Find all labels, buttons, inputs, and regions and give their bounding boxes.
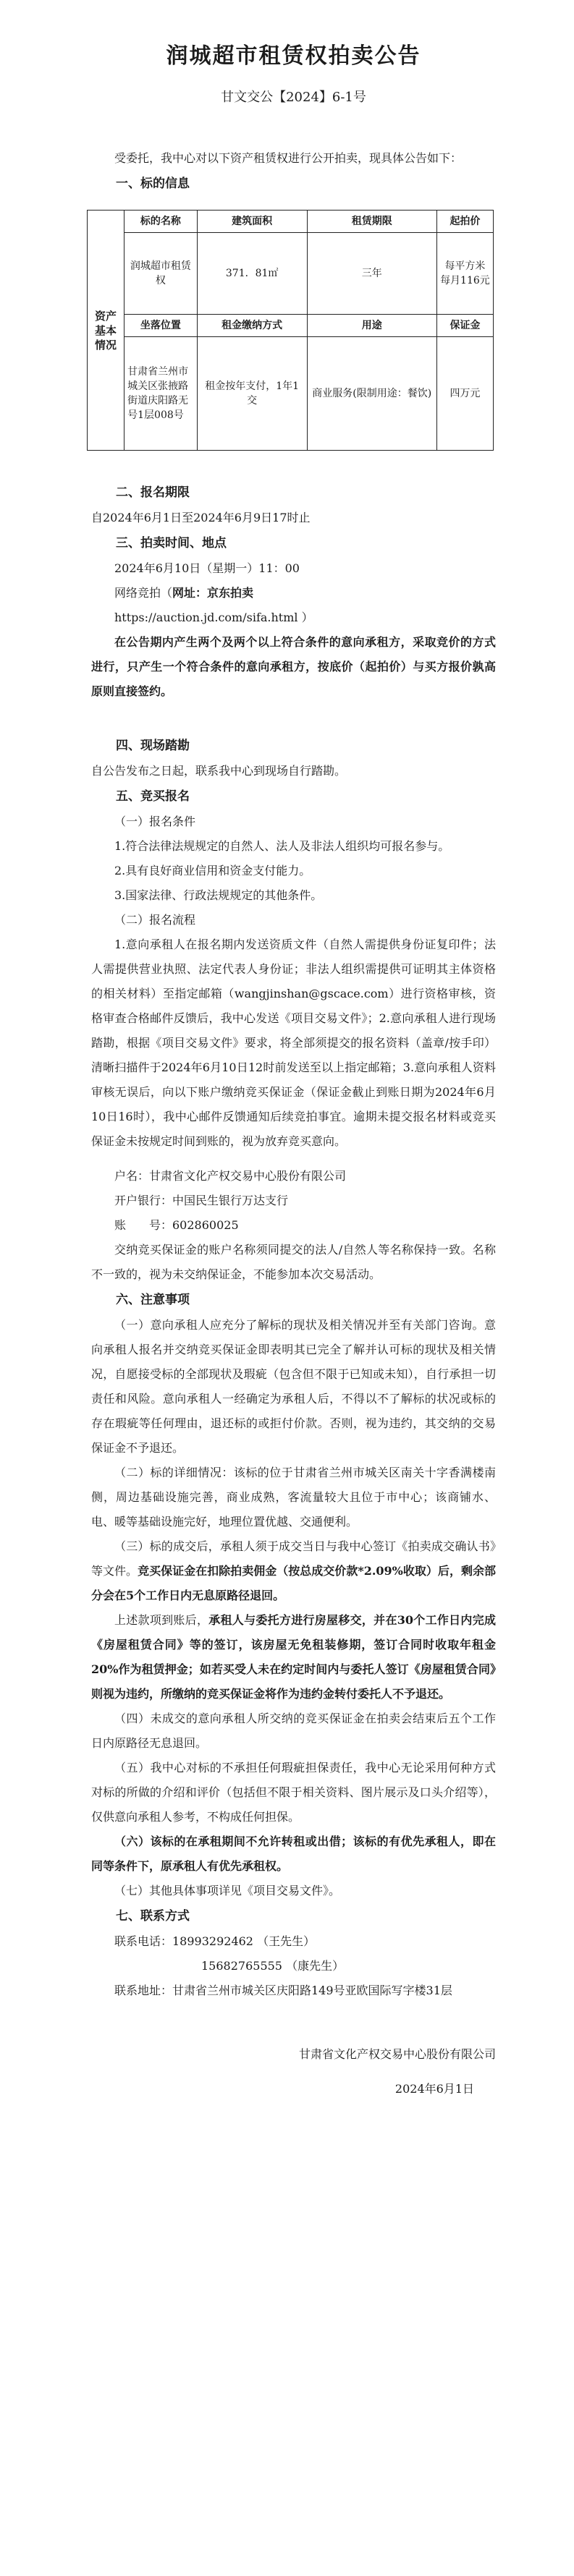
account-number: 账 号：602860025	[114, 1218, 239, 1232]
note-3-text: （三）标的成交后，承租人须于成交当日与我中心签订《拍卖成交确认书》等文件。	[91, 1539, 496, 1578]
location-cell: 甘肃省兰州市城关区张掖路街道庆阳路无号1层008号	[124, 337, 198, 451]
table-header-cell: 建筑面积	[197, 211, 307, 233]
section-heading-registration-period: 二、报名期限	[116, 485, 190, 500]
condition-item: 1.符合法律法规规定的自然人、法人及非法人组织均可报名参与。	[114, 839, 450, 853]
condition-item: 3.国家法律、行政法规规定的其他条件。	[114, 888, 323, 902]
intro-paragraph: 受委托，我中心对以下资产租赁权进行公开拍卖，现具体公告如下：	[114, 151, 463, 165]
auction-url[interactable]: https://auction.jd.com/sifa.html ）	[114, 611, 313, 624]
issue-date: 2024年6月1日	[394, 2082, 474, 2096]
table-header-cell: 起拍价	[436, 211, 493, 233]
table-header-cell: 标的名称	[124, 211, 198, 233]
section-heading-site-visit: 四、现场踏勘	[116, 739, 190, 753]
auction-platform-line	[91, 581, 496, 605]
starting-price-cell: 每平方米每月116元	[436, 233, 493, 315]
note-item: （一）意向承租人应充分了解标的现状及相关情况并至有关部门咨询。意向承租人报名并交纳竞买保证金即表明其已完全了解并认可标的现状及相关情况，自愿接受标的全部现状及瑕疵（包含但不限于已知或未知），自行承担一切责任和风险。意向承租人一经确定为承租人后，不得以不了解标的状况或标的存在瑕疵等任何理由，退还标的或拒付价款。否则，视为违约，其交纳的交易保证金不予退还。	[91, 1318, 496, 1455]
platform-prefix: 网络竞拍（	[114, 586, 173, 600]
table-header-cell: 用途	[307, 315, 436, 337]
table-header-cell: 租赁期限	[307, 211, 436, 233]
table-header-cell: 坐落位置	[124, 315, 198, 337]
area-cell: 371．81㎡	[197, 233, 307, 315]
note-item: （六）该标的在承租期间不允许转租或出借；该标的有优先承租人，即在同等条件下，原承租人有优先承租权。	[91, 1835, 496, 1873]
account-name: 户名：甘肃省文化产权交易中心股份有限公司	[114, 1169, 347, 1183]
section-heading-notes: 六、注意事项	[116, 1293, 190, 1307]
payment-method-cell: 租金按年支付，1年1交	[197, 337, 307, 451]
bidding-rule-text: 在公告期内产生两个及两个以上符合条件的意向承租方，采取竞价的方式进行，只产生一个符合条件的意向承租方，按底价（起拍价）与买方报价孰高原则直接签约。	[91, 635, 496, 698]
platform-name: 网址：京东拍卖	[172, 586, 254, 600]
section-heading-target-info: 一、标的信息	[116, 177, 190, 191]
auction-time-text: 2024年6月10日（星期一）11：00	[114, 561, 300, 575]
note-item	[91, 1608, 496, 1706]
note-3-bold-text: 竞买保证金在扣除拍卖佣金（按总成交价款*2.09%收取）后，剩余部分会在5个工作日内无息原路径退回。	[91, 1564, 496, 1602]
deposit-cell: 四万元	[436, 337, 493, 451]
section-heading-auction-time: 三、拍卖时间、地点	[116, 536, 227, 551]
section-heading-registration: 五、竞买报名	[116, 789, 190, 804]
table-header-cell: 租金缴纳方式	[197, 315, 307, 337]
registration-process-text: 1.意向承租人在报名期内发送资质文件（自然人需提供身份证复印件；法人需提供营业执照、法定代表人身份证；非法人组织需提供可证明其主体资格的相关材料）至指定邮箱（wangjinshan@gscace.com）进行资格审核，资格审查合格邮件反馈后，我中心发送《项目交易文件》；2.意向承租人进行现场踏勘，根据《项目交易文件》要求，将全部须提交的报名资料（盖章/按手印）清晰扫描件于2024年6月10日12时前发送至以上指定邮箱；3.意向承租人资料审核无误后，向以下账户缴纳竞买保证金（保证金截止到账日期为2024年6月10日16时），我中心邮件反馈通知后续竞拍事宜。逾期未提交报名材料或竞买保证金未按规定时间到账的，视为放弃竞买意向。	[91, 938, 496, 1148]
section-heading-contact: 七、联系方式	[116, 1909, 190, 1924]
subheading-conditions: （一）报名条件	[114, 815, 196, 828]
note-3-bold-text-2: 承租人与委托方进行房屋移交，并在30个工作日内完成《房屋租赁合同》等的签订，该房屋无免租装修期，签订合同时收取年租金20%作为租赁押金；如若买受人未在约定时间内与委托人签订《房屋租赁合同》则视为违约，所缴纳的竞买保证金将作为违约金转付委托人不予退还。	[91, 1613, 496, 1701]
contact-address: 联系地址：甘肃省兰州市城关区庆阳路149号亚欧国际写字楼31层	[114, 1984, 452, 1997]
lease-term-cell: 三年	[307, 233, 436, 315]
site-visit-text: 自公告发布之日起，联系我中心到现场自行踏勘。	[91, 764, 347, 778]
account-bank: 开户银行：中国民生银行万达支行	[114, 1194, 289, 1207]
note-item: （七）其他具体事项详见《项目交易文件》。	[114, 1884, 341, 1897]
document-number: 甘文交公【2024】6-1号	[221, 90, 366, 105]
note-3-prefix: 上述款项到账后，	[114, 1613, 209, 1627]
contact-phone: 15682765555 （康先生）	[201, 1959, 345, 1973]
asset-info-table	[87, 210, 494, 451]
note-item: （四）未成交的意向承租人所交纳的竞买保证金在拍卖会结束后五个工作日内原路径无息退回。	[91, 1712, 496, 1750]
subheading-process: （二）报名流程	[114, 913, 196, 927]
asset-side-label: 资产基本情况	[88, 211, 124, 451]
account-note: 交纳竞买保证金的账户名称须同提交的法人/自然人等名称保持一致。名称不一致的，视为未交纳保证金，不能参加本次交易活动。	[91, 1243, 496, 1281]
issuer-name: 甘肃省文化产权交易中心股份有限公司	[298, 2047, 496, 2061]
table-header-cell: 保证金	[436, 315, 493, 337]
condition-item: 2.具有良好商业信用和资金支付能力。	[114, 864, 311, 877]
note-item: （二）标的详细情况：该标的位于甘肃省兰州市城关区南关十字香满楼南侧，周边基础设施完善，商业成熟，客流量较大且位于市中心；该商铺水、电、暖等基础设施完好，地理位置优越、交通便利。	[91, 1466, 496, 1529]
contact-phone: 联系电话：18993292462 （王先生）	[114, 1934, 316, 1948]
registration-period-text: 自2024年6月1日至2024年6月9日17时止	[91, 511, 311, 524]
note-item: （五）我中心对标的不承担任何瑕疵担保责任，我中心无论采用何种方式对标的所做的介绍和评价（包括但不限于相关资料、图片展示及口头介绍等），仅供意向承租人参考，不构成任何担保。	[91, 1761, 496, 1824]
usage-cell: 商业服务(限制用途：餐饮)	[307, 337, 436, 451]
page-title: 润城超市租赁权拍卖公告	[166, 43, 421, 69]
asset-name-cell: 润城超市租赁权	[124, 233, 198, 315]
note-item	[91, 1534, 496, 1608]
